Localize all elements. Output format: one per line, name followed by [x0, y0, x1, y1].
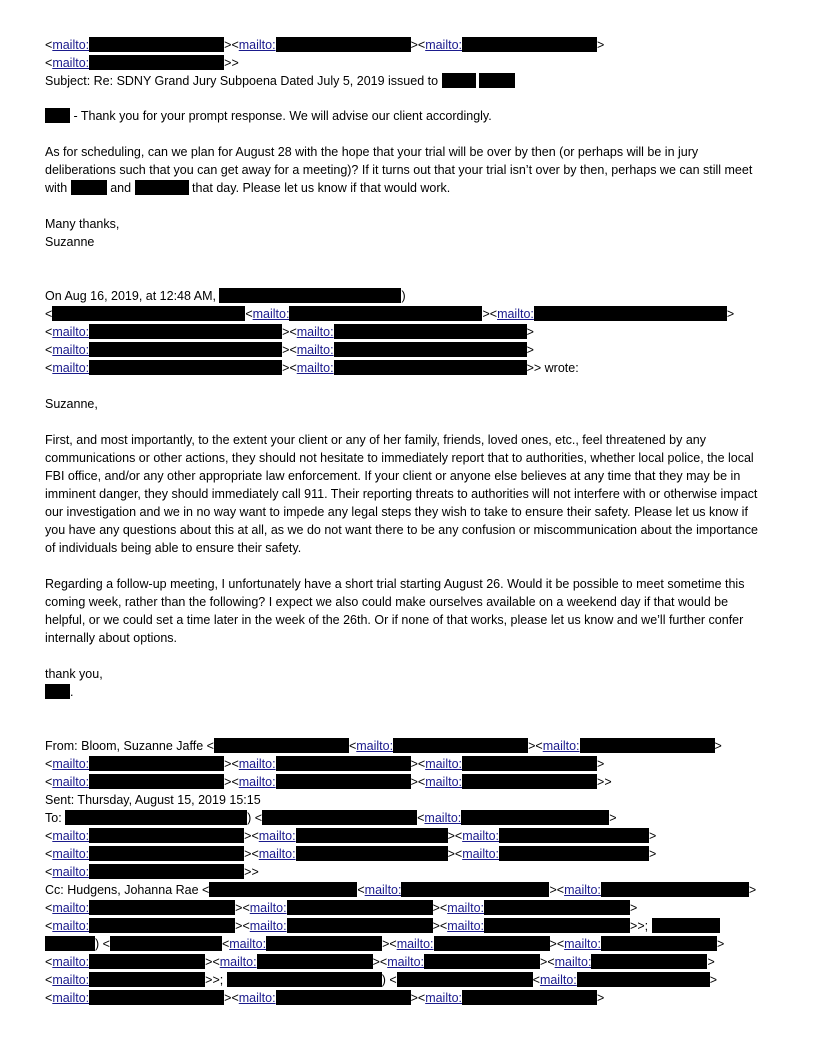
redaction-box	[89, 55, 224, 70]
mailto-link[interactable]: mailto:	[296, 343, 334, 357]
redaction-box	[462, 756, 597, 771]
redaction-box	[227, 972, 382, 987]
mailto-link[interactable]: mailto:	[52, 56, 90, 70]
cc-line: Cc: Hudgens, Johanna Rae < <mailto: ><mailto: >	[45, 883, 757, 897]
cc-address-line: <mailto: ><mailto: ><mailto: >	[45, 991, 605, 1005]
redaction-box	[89, 756, 224, 771]
redaction-box	[334, 324, 527, 339]
mailto-link[interactable]: mailto:	[238, 991, 276, 1005]
redaction-box	[484, 918, 630, 933]
mailto-link[interactable]: mailto:	[424, 811, 462, 825]
redaction-box	[214, 738, 349, 753]
to-address-line: <mailto: >>	[45, 865, 259, 879]
redaction-box	[276, 990, 411, 1005]
redaction-box	[110, 936, 222, 951]
mailto-link[interactable]: mailto:	[52, 757, 90, 771]
mailto-link[interactable]: mailto:	[542, 739, 580, 753]
redaction-box	[89, 774, 224, 789]
mailto-link[interactable]: mailto:	[52, 991, 90, 1005]
signoff: Many thanks,	[45, 217, 120, 231]
mailto-link[interactable]: mailto:	[447, 919, 485, 933]
scheduling-text-end: that day. Please let us know if that would work.	[192, 181, 451, 195]
redaction-box	[276, 756, 411, 771]
mailto-link[interactable]: mailto:	[52, 955, 90, 969]
redaction-box	[534, 306, 727, 321]
wrote-text: >> wrote:	[526, 361, 579, 375]
mailto-link[interactable]: mailto:	[229, 937, 267, 951]
quote-address-line: <mailto: ><mailto: >> wrote:	[45, 361, 579, 375]
meeting-paragraph: Regarding a follow-up meeting, I unfortunately have a short trial starting August 26. Would it be possible to meet sometime this coming week, rather than the following? I expect we also could make ourselves available on a weekend day if that would be helpful, or we could set a time later in the week of the 26th. Or if none of that works, please let us know and we’ll further confer internally about options.	[45, 577, 745, 645]
mailto-link[interactable]: mailto:	[52, 919, 90, 933]
mailto-link[interactable]: mailto:	[296, 361, 334, 375]
redaction-box	[89, 900, 235, 915]
quote-address-line: <mailto: ><mailto: >	[45, 325, 534, 339]
mailto-link[interactable]: mailto:	[462, 829, 500, 843]
from-text: From: Bloom, Suzanne Jaffe <	[45, 739, 214, 753]
redaction-box	[499, 828, 649, 843]
scheduling-and: and	[110, 181, 132, 195]
redaction-box	[591, 954, 707, 969]
redaction-box	[461, 810, 609, 825]
mailto-link[interactable]: mailto:	[564, 883, 601, 897]
mailto-link[interactable]: mailto:	[52, 973, 90, 987]
mailto-link[interactable]: mailto:	[425, 757, 463, 771]
mailto-link[interactable]: mailto:	[296, 325, 334, 339]
redaction-box	[89, 918, 235, 933]
redaction-box	[393, 738, 528, 753]
cc-address-line: <mailto: ><mailto: ><mailto: >	[45, 901, 638, 915]
redaction-box	[52, 306, 245, 321]
redaction-box	[89, 954, 205, 969]
redaction-box	[45, 684, 70, 699]
to-line: To: ) < <mailto: >	[45, 811, 617, 825]
redaction-box	[89, 990, 224, 1005]
mailto-link[interactable]: mailto:	[52, 865, 90, 879]
mailto-link[interactable]: mailto:	[249, 919, 287, 933]
mailto-link[interactable]: mailto:	[238, 757, 276, 771]
redaction-box	[45, 936, 95, 951]
mailto-link[interactable]: mailto:	[447, 901, 485, 915]
redaction-box	[334, 342, 527, 357]
redaction-box	[89, 324, 282, 339]
redaction-box	[484, 900, 630, 915]
from-line: From: Bloom, Suzanne Jaffe < <mailto: ><mailto: >	[45, 739, 722, 753]
redaction-box	[401, 882, 549, 897]
redaction-box	[219, 288, 401, 303]
mailto-link[interactable]: mailto:	[52, 829, 90, 843]
mailto-link[interactable]: mailto:	[462, 847, 500, 861]
redaction-box	[462, 990, 597, 1005]
scheduling-text: As for scheduling, can we plan for August 28 with the hope that your trial will be over by then (or perhaps will be in jury deliberations such that you can get away for a meeting)? If it turns out that your trial isn’t over by then, perhaps we can still meet with	[45, 145, 753, 195]
cc-text: Cc: Hudgens, Johanna Rae <	[45, 883, 210, 897]
mailto-link[interactable]: mailto:	[52, 775, 90, 789]
mailto-link[interactable]: mailto:	[52, 38, 90, 52]
redaction-box	[65, 810, 247, 825]
redaction-box	[276, 774, 411, 789]
sent-line: Sent: Thursday, August 15, 2019 15:15	[45, 793, 261, 807]
redaction-box	[462, 774, 597, 789]
redaction-box	[89, 828, 244, 843]
mailto-link[interactable]: mailto:	[252, 307, 290, 321]
redaction-box	[296, 828, 448, 843]
from-address-line: <mailto: ><mailto: ><mailto: >	[45, 757, 605, 771]
mailto-link[interactable]: mailto:	[396, 937, 434, 951]
redaction-box	[209, 882, 357, 897]
quote-attribution-line: On Aug 16, 2019, at 12:48 AM, )	[45, 289, 406, 303]
redaction-box	[397, 972, 533, 987]
to-label: To:	[45, 811, 62, 825]
cc-address-line: <mailto: >>; ) < <mailto: >	[45, 973, 718, 987]
from-address-line: <mailto: ><mailto: ><mailto: >>	[45, 775, 612, 789]
quote-signature: .	[45, 683, 73, 701]
quote-address-line: <mailto: ><mailto: >	[45, 343, 534, 357]
mailto-link[interactable]: mailto:	[539, 973, 577, 987]
mailto-link[interactable]: mailto:	[52, 325, 90, 339]
cc-address-line: ) < <mailto: ><mailto: ><mailto: >	[45, 935, 724, 953]
redaction-box	[580, 738, 715, 753]
header-address-line: <mailto: >>	[45, 56, 239, 70]
header-address-line: <mailto: ><mailto: ><mailto: >	[45, 38, 605, 52]
mailto-link[interactable]: mailto:	[258, 847, 296, 861]
reply-thanks-text: - Thank you for your prompt response. We will advise our client accordingly.	[73, 109, 492, 123]
redaction-box	[257, 954, 373, 969]
scheduling-paragraph	[45, 143, 771, 197]
redaction-box	[135, 180, 189, 195]
quote-greeting: Suzanne,	[45, 397, 98, 411]
mailto-link[interactable]: mailto:	[554, 955, 592, 969]
mailto-link[interactable]: mailto:	[356, 739, 394, 753]
mailto-link[interactable]: mailto:	[387, 955, 425, 969]
quote-attribution-text: On Aug 16, 2019, at 12:48 AM,	[45, 289, 216, 303]
cc-address-line: <mailto: ><mailto: ><mailto: ><mailto: >	[45, 955, 715, 969]
redaction-box	[89, 864, 244, 879]
redaction-box	[499, 846, 649, 861]
mailto-link[interactable]: mailto:	[364, 883, 402, 897]
redaction-box	[434, 936, 550, 951]
redaction-box	[424, 954, 540, 969]
redaction-box	[652, 918, 720, 933]
to-address-line: <mailto: ><mailto: ><mailto: >	[45, 847, 657, 861]
redaction-box	[601, 882, 749, 897]
quote-address-line: < <mailto: ><mailto: >	[45, 307, 735, 321]
mailto-link[interactable]: mailto:	[219, 955, 257, 969]
mailto-link[interactable]: mailto:	[497, 307, 534, 321]
mailto-link[interactable]: mailto:	[425, 991, 463, 1005]
cc-address-line: <mailto: ><mailto: ><mailto: >>;	[45, 917, 720, 935]
mailto-link[interactable]: mailto:	[238, 775, 276, 789]
mailto-link[interactable]: mailto:	[564, 937, 601, 951]
redaction-box	[89, 37, 224, 52]
redaction-box	[287, 918, 433, 933]
reply-thanks-line	[45, 107, 492, 125]
redaction-box	[442, 73, 476, 88]
redaction-box	[89, 360, 282, 375]
redaction-box	[89, 342, 282, 357]
mailto-link[interactable]: mailto:	[238, 38, 276, 52]
redaction-box	[71, 180, 107, 195]
redaction-box	[479, 73, 515, 88]
redaction-box	[45, 108, 70, 123]
redaction-box	[577, 972, 710, 987]
mailto-link[interactable]: mailto:	[425, 775, 463, 789]
signature: Suzanne	[45, 235, 95, 249]
mailto-link[interactable]: mailto:	[52, 343, 90, 357]
mailto-link[interactable]: mailto:	[52, 847, 90, 861]
mailto-link[interactable]: mailto:	[249, 901, 287, 915]
to-address-line: <mailto: ><mailto: ><mailto: >	[45, 829, 657, 843]
redaction-box	[296, 846, 448, 861]
mailto-link[interactable]: mailto:	[258, 829, 296, 843]
mailto-link[interactable]: mailto:	[52, 361, 90, 375]
redaction-box	[334, 360, 527, 375]
quote-closing: thank you,	[45, 667, 103, 681]
subject-line	[45, 72, 515, 90]
redaction-box	[462, 37, 597, 52]
redaction-box	[289, 306, 482, 321]
safety-paragraph: First, and most importantly, to the extent your client or any of her family, friends, loved ones, etc., feel threatened by any communications or other actions, they should not hesitate to immediately report that to authorities, whether local police, the local FBI office, and/or any other appropriate law enforcement. If your client or anyone else believes at any time that they may be in imminent danger, they should immediately call 911. Their reporting threats to authorities will not interfere with or otherwise impact our investigation and we in no way want to impede any legal steps they wish to take to ensure their safety. Please let us know if you have any questions about this at all, as we do not want there to be any confusion or miscommunication about the importance of individuals being able to ensure their safety.	[45, 433, 758, 555]
redaction-box	[266, 936, 382, 951]
redaction-box	[89, 972, 205, 987]
redaction-box	[262, 810, 417, 825]
mailto-link[interactable]: mailto:	[425, 38, 463, 52]
redaction-box	[89, 846, 244, 861]
mailto-link[interactable]: mailto:	[52, 901, 90, 915]
redaction-box	[601, 936, 717, 951]
redaction-box	[287, 900, 433, 915]
subject-text: Subject: Re: SDNY Grand Jury Subpoena Dated July 5, 2019 issued to	[45, 74, 439, 88]
redaction-box	[276, 37, 411, 52]
